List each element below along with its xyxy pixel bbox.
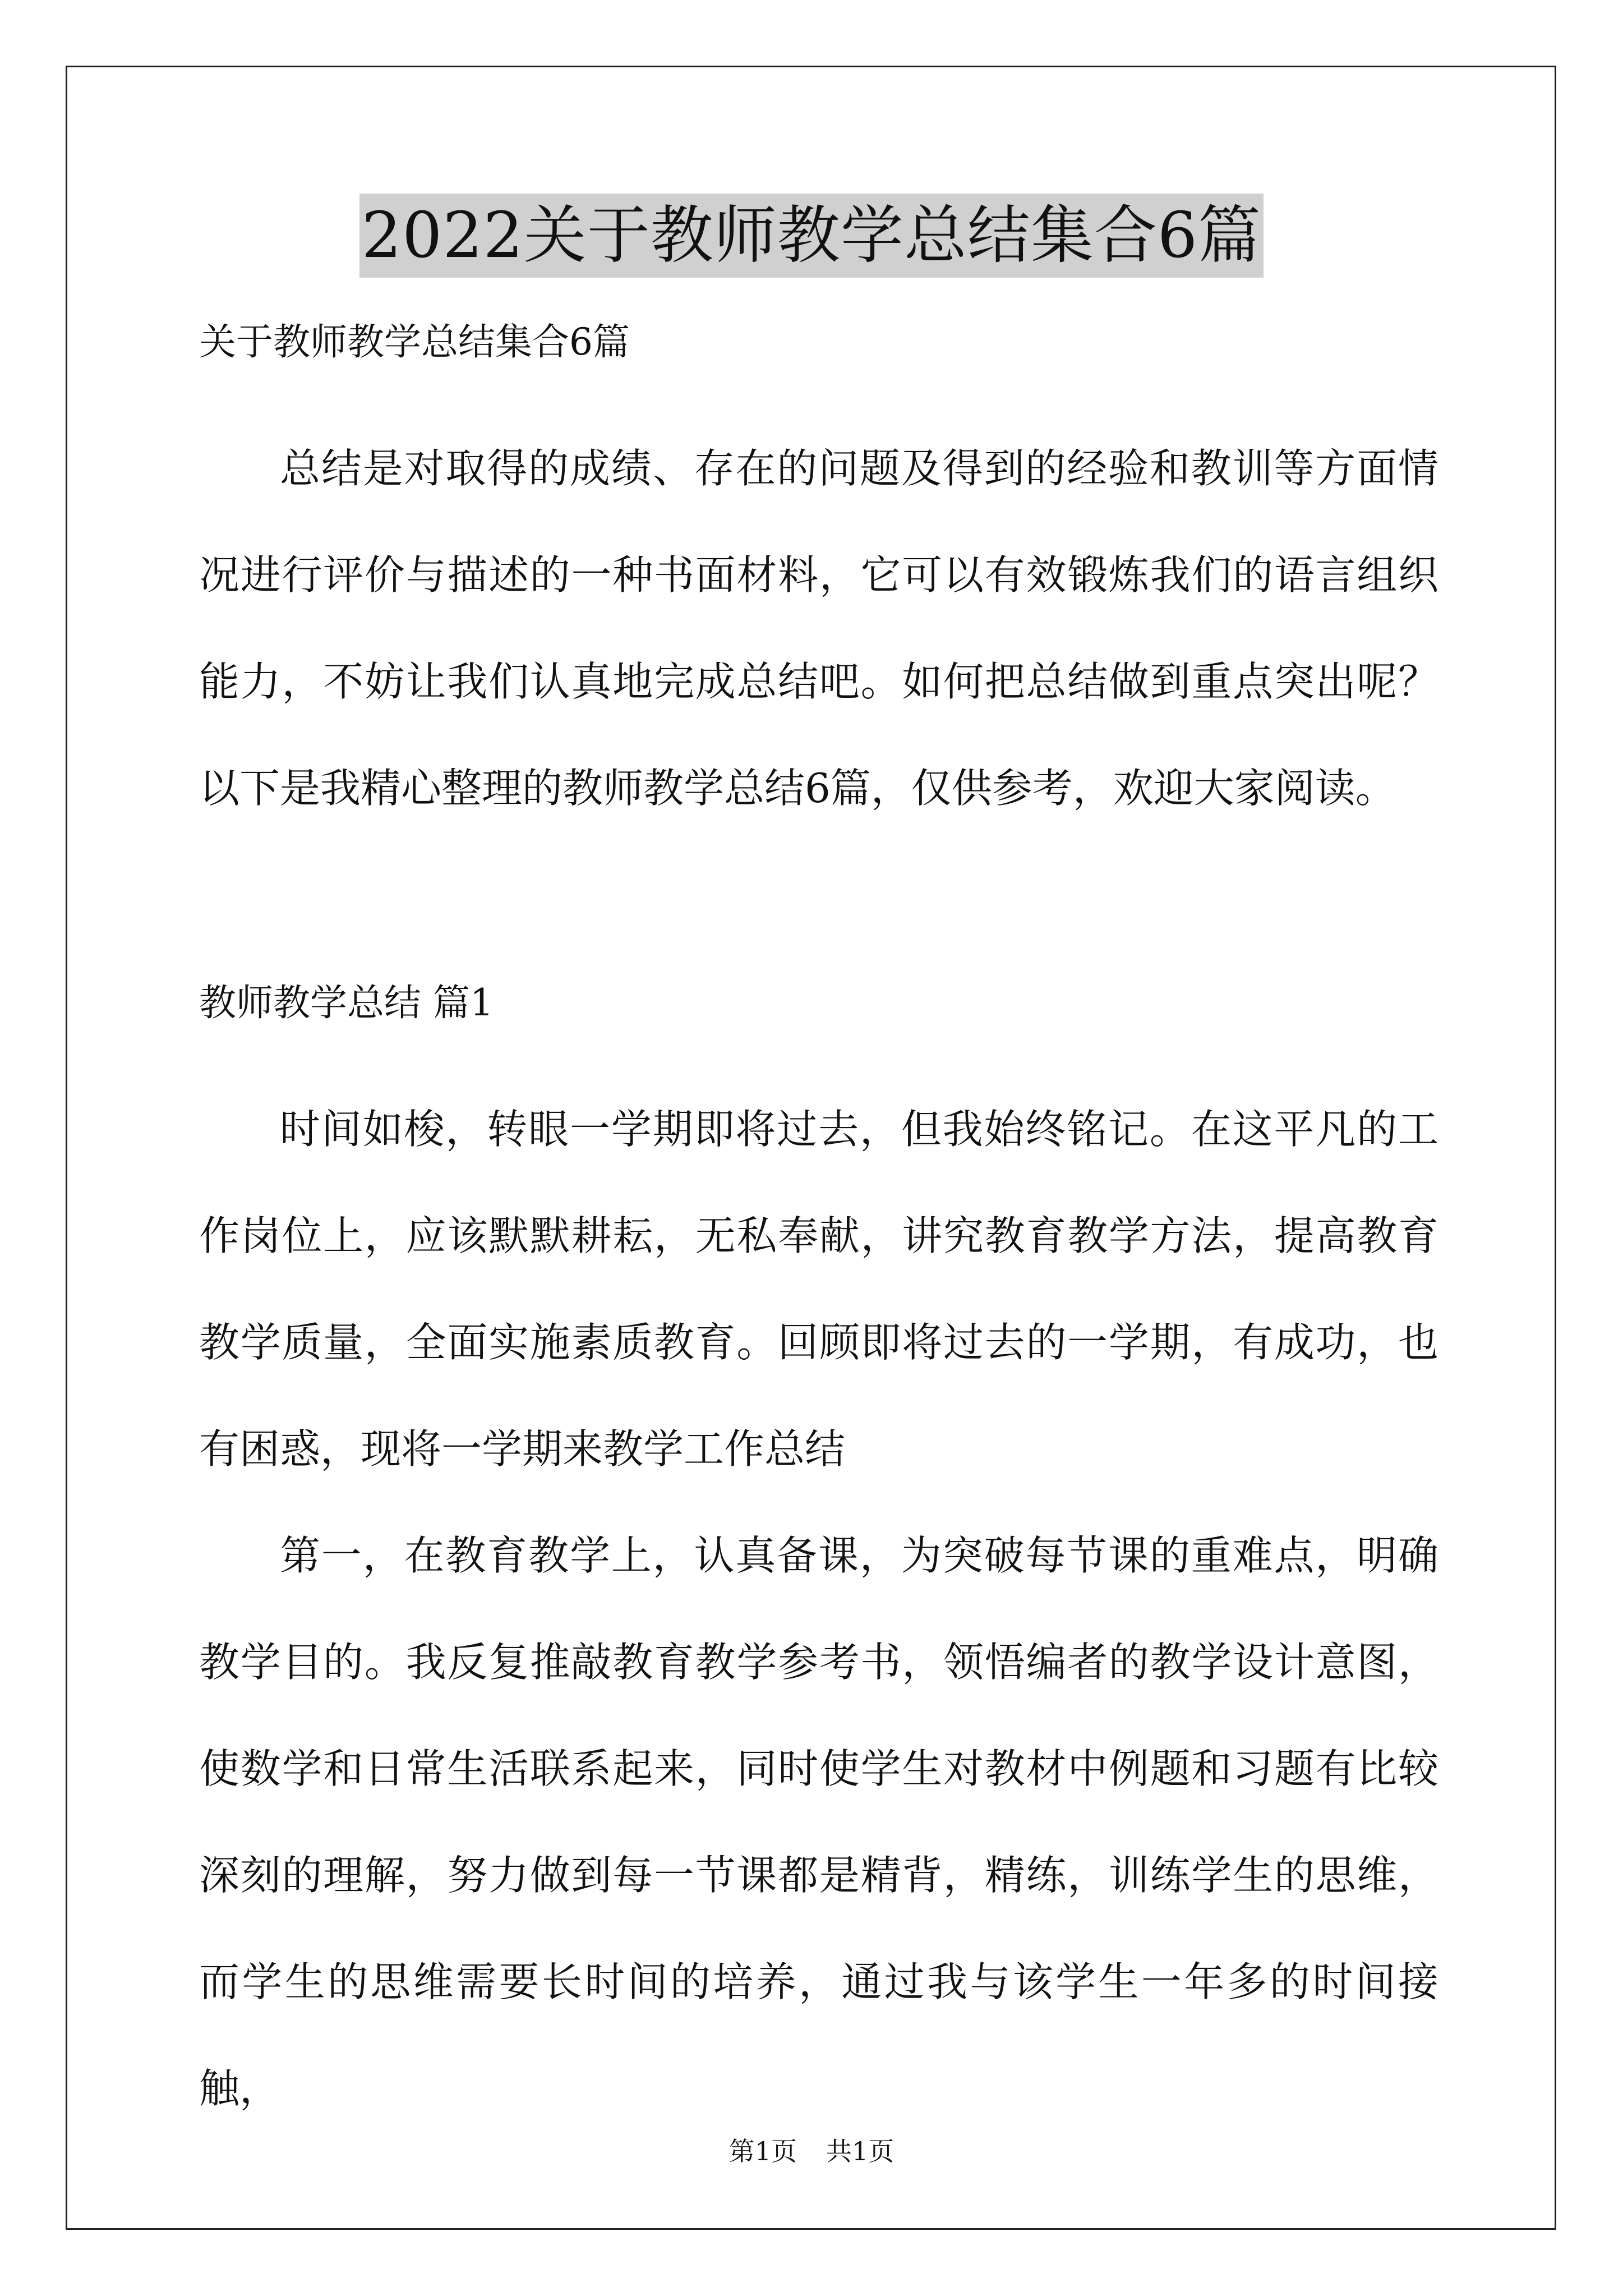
document-title: 2022关于教师教学总结集合6篇 (359, 194, 1264, 278)
paragraph-1: 时间如梭，转眼一学期即将过去，但我始终铭记。在这平凡的工作岗位上，应该默默耕耘，无私奉献，讲究教育教学方法，提高教育教学质量，全面实施素质教育。回顾即将过去的一学期，有成功，也有困惑，现将一学期来教学工作总结 (199, 1106, 1438, 1473)
paragraph-2: 第一，在教育教学上，认真备课，为突破每节课的重难点，明确教学目的。我反复推敲教育教学参考书，领悟编者的教学设计意图，使数学和日常生活联系起来，同时使学生对教材中例题和习题有比较深刻的理解，努力做到每一节课都是精背，精练，训练学生的思维，而学生的思维需要长时间的培养，通过我与该学生一年多的时间接触， (199, 1532, 1438, 2112)
document-body (199, 314, 1438, 2142)
page-number: 第1页 (728, 2136, 797, 2166)
title-container (0, 194, 1623, 278)
intro-paragraph: 总结是对取得的成绩、存在的问题及得到的经验和教训等方面情况进行评价与描述的一种书面材料，它可以有效锻炼我们的语言组织能力，不妨让我们认真地完成总结吧。如何把总结做到重点突出呢？以下是我精心整理的教师教学总结6篇，仅供参考，欢迎大家阅读。 (199, 445, 1438, 812)
section-heading: 教师教学总结 篇1 (199, 981, 494, 1024)
document-subtitle: 关于教师教学总结集合6篇 (199, 320, 630, 364)
total-pages: 共1页 (826, 2136, 895, 2166)
page-footer (0, 2134, 1623, 2168)
